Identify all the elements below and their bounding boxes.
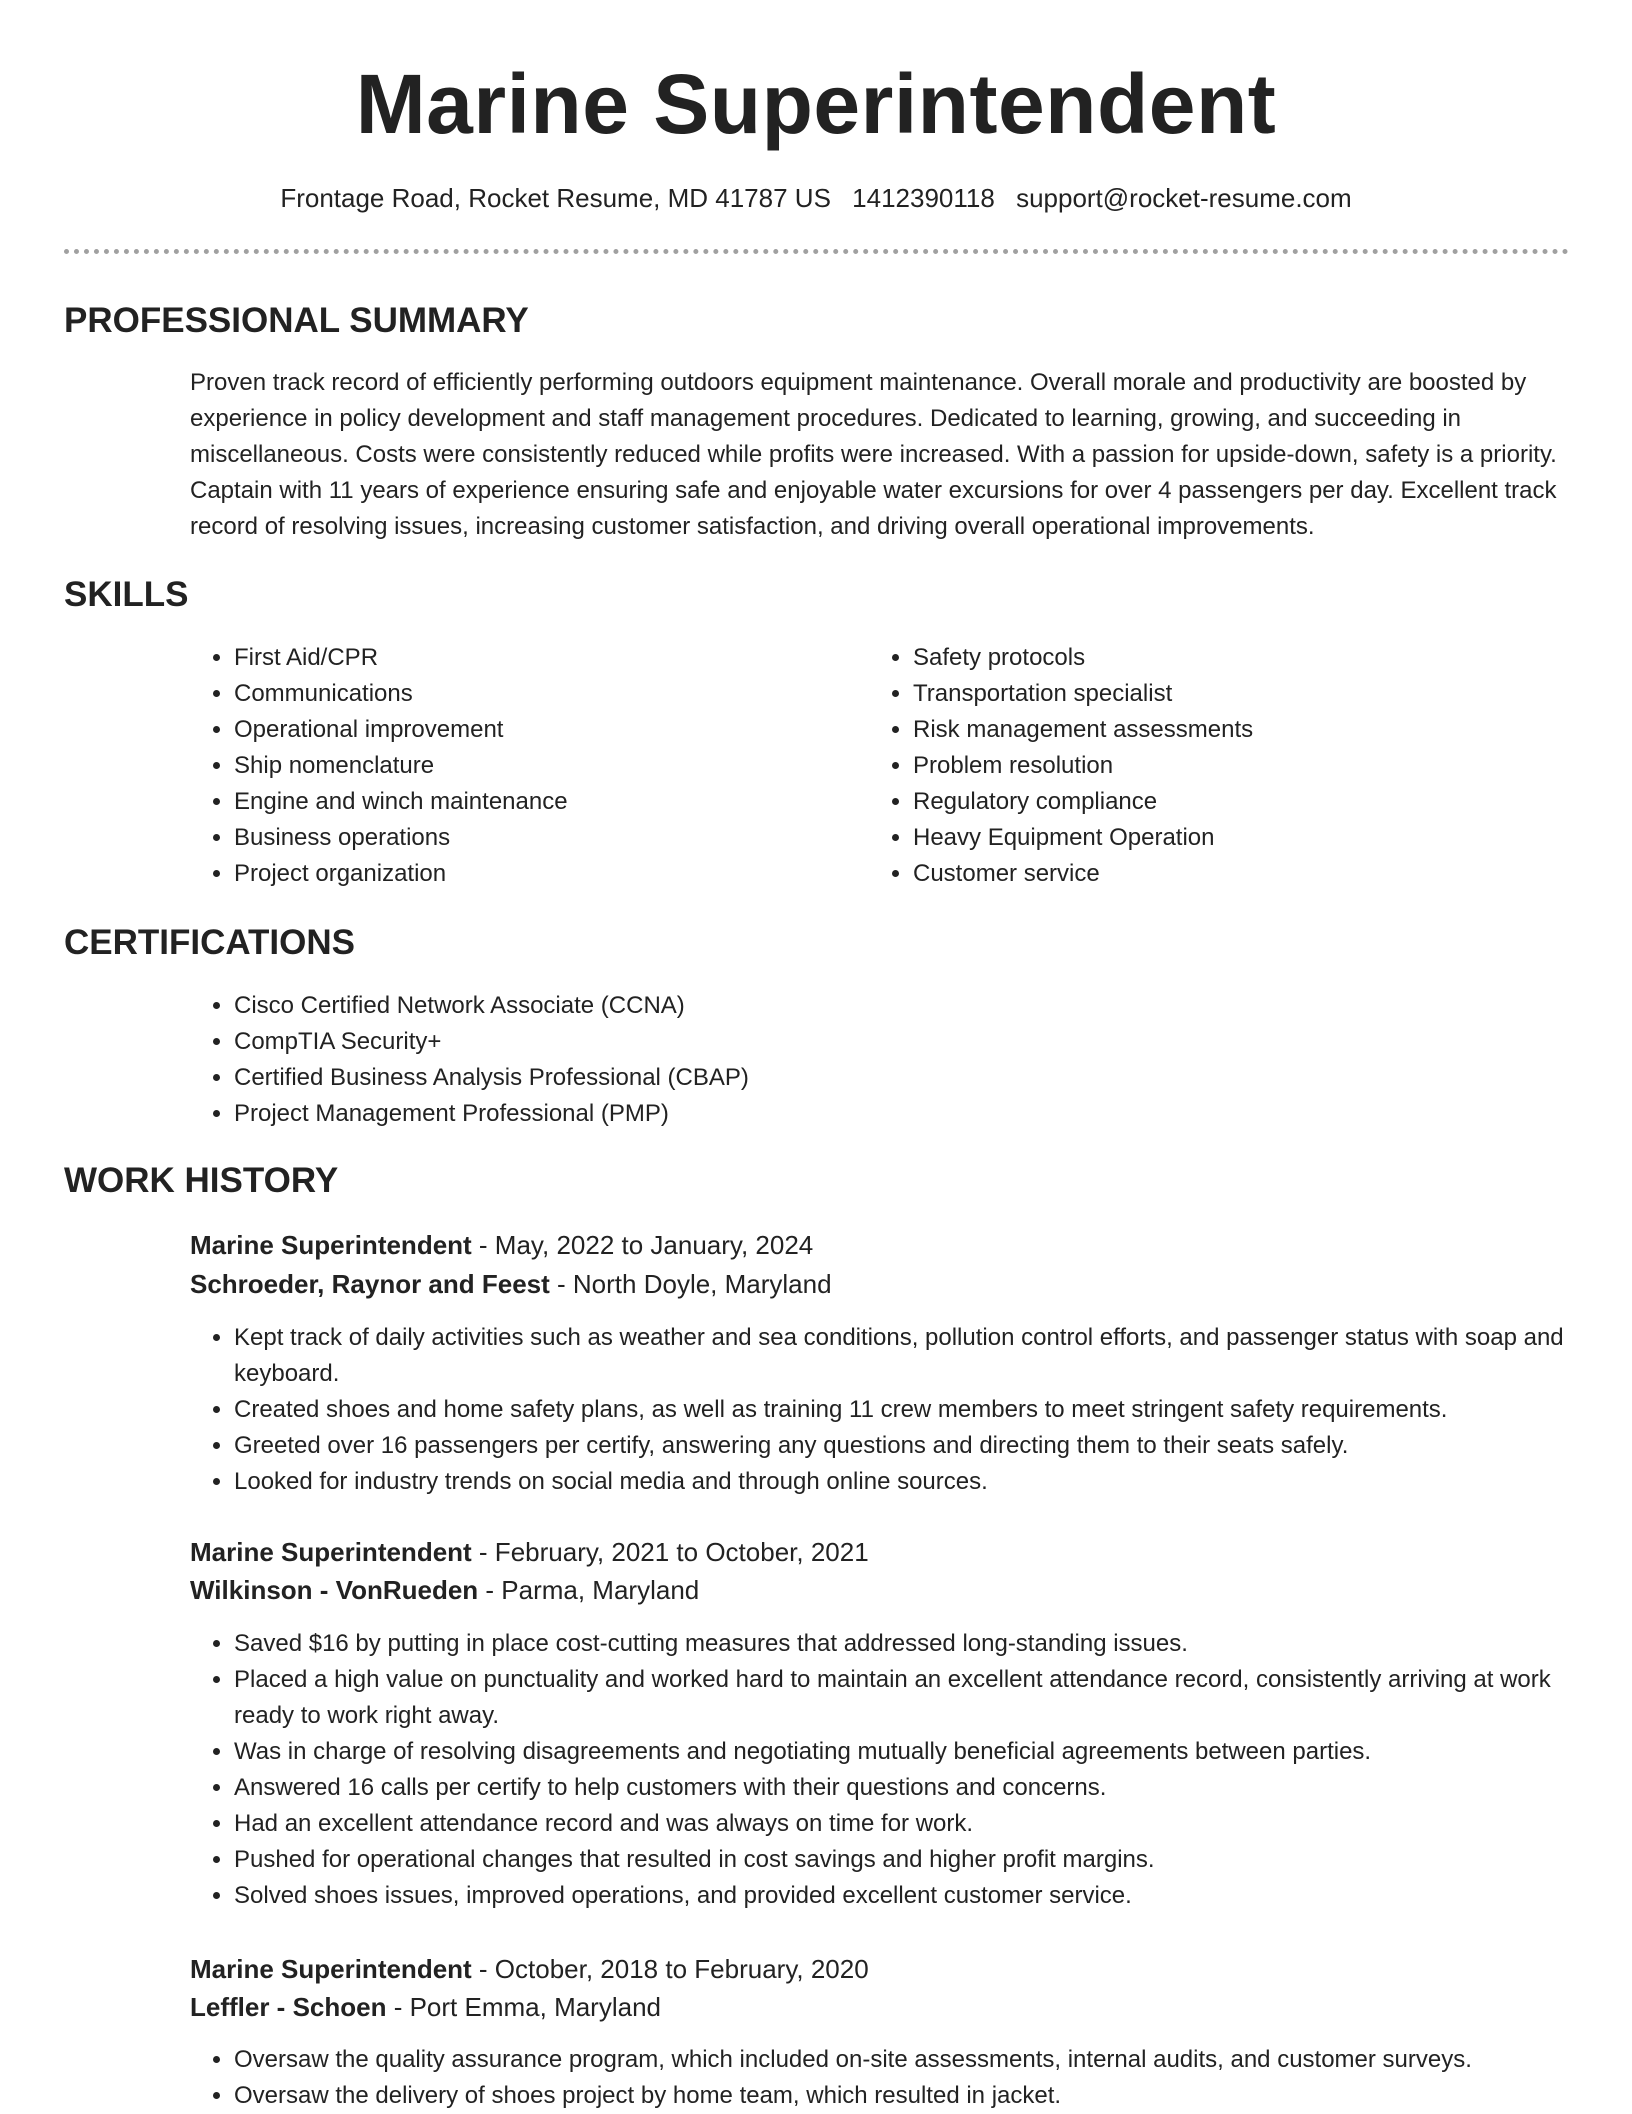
- job-bullets: [190, 1320, 1614, 1500]
- list-item: • Heavy Equipment Operation: [913, 820, 1573, 856]
- work-history-heading: WORK HISTORY: [64, 1161, 339, 1200]
- list-item: • Regulatory compliance: [913, 784, 1573, 820]
- job-dates: - October, 2018 to February, 2020: [471, 1954, 869, 1984]
- job-title-line: [190, 1533, 869, 1571]
- list-item: • Oversaw the delivery of shoes project by home team, which resulted in jacket.: [234, 2078, 1614, 2114]
- list-item: • Business operations: [234, 820, 834, 856]
- list-item: • Project organization: [234, 856, 834, 892]
- job-company-line: [190, 1988, 661, 2026]
- list-item: • Kept track of daily activities such as weather and sea conditions, pollution control efforts, and passenger status with soap and keyboard.: [234, 1320, 1614, 1392]
- header-divider: [64, 249, 1569, 254]
- list-item: • Greeted over 16 passengers per certify, answering any questions and directing them to their seats safely.: [234, 1428, 1614, 1464]
- list-item: • Cisco Certified Network Associate (CCNA): [234, 988, 1534, 1024]
- list-item: • Communications: [234, 676, 834, 712]
- list-item: • Risk management assessments: [913, 712, 1573, 748]
- list-item: • Certified Business Analysis Professional (CBAP): [234, 1060, 1534, 1096]
- list-item: • Was in charge of resolving disagreements and negotiating mutually beneficial agreements between parties.: [234, 1734, 1614, 1770]
- job-bullets: [190, 1626, 1614, 1914]
- list-item: • CompTIA Security+: [234, 1024, 1534, 1060]
- job-location: - Port Emma, Maryland: [386, 1992, 661, 2022]
- certifications-heading: CERTIFICATIONS: [64, 923, 356, 962]
- job-title: Marine Superintendent: [190, 1954, 472, 1984]
- list-item: • Ship nomenclature: [234, 748, 834, 784]
- summary-heading: PROFESSIONAL SUMMARY: [64, 301, 529, 340]
- list-item: • Created shoes and home safety plans, as well as training 11 crew members to meet stringent safety requirements.: [234, 1392, 1614, 1428]
- job-title: Marine Superintendent: [190, 1230, 472, 1260]
- list-item: • Looked for industry trends on social media and through online sources.: [234, 1464, 1614, 1500]
- list-item: • Saved $16 by putting in place cost-cutting measures that addressed long-standing issues.: [234, 1626, 1614, 1662]
- job-bullets: [190, 2042, 1614, 2114]
- list-item: • Answered 16 calls per certify to help customers with their questions and concerns.: [234, 1770, 1614, 1806]
- contact-line: [0, 180, 1632, 216]
- contact-email: support@rocket-resume.com: [1016, 183, 1352, 213]
- job-company: Wilkinson - VonRueden: [190, 1575, 479, 1605]
- list-item: • Placed a high value on punctuality and worked hard to maintain an excellent attendance record, consistently arriving at work ready to work right away.: [234, 1662, 1614, 1734]
- job-company-line: [190, 1571, 699, 1609]
- list-item: • Had an excellent attendance record and was always on time for work.: [234, 1806, 1614, 1842]
- list-item: • Operational improvement: [234, 712, 834, 748]
- list-item: • Project Management Professional (PMP): [234, 1096, 1534, 1132]
- skills-list-right: [869, 640, 1573, 892]
- job-location: - Parma, Maryland: [478, 1575, 700, 1605]
- job-dates: - May, 2022 to January, 2024: [471, 1230, 814, 1260]
- job-company: Schroeder, Raynor and Feest: [190, 1269, 550, 1299]
- list-item: • Customer service: [913, 856, 1573, 892]
- list-item: • Problem resolution: [913, 748, 1573, 784]
- certifications-list: [190, 988, 1534, 1132]
- resume-name-heading: Marine Superintendent: [355, 57, 1277, 151]
- list-item: • Transportation specialist: [913, 676, 1573, 712]
- job-location: - North Doyle, Maryland: [549, 1269, 832, 1299]
- job-title-line: [190, 1950, 869, 1988]
- job-title: Marine Superintendent: [190, 1537, 472, 1567]
- list-item: • Solved shoes issues, improved operations, and provided excellent customer service.: [234, 1878, 1614, 1914]
- job-company-line: [190, 1265, 832, 1303]
- contact-address: Frontage Road, Rocket Resume, MD 41787 US: [280, 183, 831, 213]
- list-item: • First Aid/CPR: [234, 640, 834, 676]
- job-title-line: [190, 1226, 813, 1264]
- list-item: • Engine and winch maintenance: [234, 784, 834, 820]
- list-item: • Pushed for operational changes that resulted in cost savings and higher profit margins.: [234, 1842, 1614, 1878]
- skills-list-left: [190, 640, 834, 892]
- skills-heading: SKILLS: [64, 575, 189, 614]
- list-item: • Safety protocols: [913, 640, 1573, 676]
- summary-text: Proven track record of efficiently performing outdoors equipment maintenance. Overall morale and productivity are boosted by experience in policy development and staff management procedures. Dedicated to learning, growing, and succeeding in miscellaneous. Costs were consistently reduced while profits were increased. With a passion for upside-down, safety is a priority. Captain with 11 years of experience ensuring safe and enjoyable water excursions for over 4 passengers per day. Excellent track record of resolving issues, increasing customer satisfaction, and driving overall operational improvements.: [190, 369, 1557, 540]
- list-item: • Oversaw the quality assurance program, which included on-site assessments, internal audits, and customer surveys.: [234, 2042, 1614, 2078]
- job-company: Leffler - Schoen: [190, 1992, 387, 2022]
- contact-phone: 1412390118: [852, 183, 995, 213]
- job-dates: - February, 2021 to October, 2021: [471, 1537, 869, 1567]
